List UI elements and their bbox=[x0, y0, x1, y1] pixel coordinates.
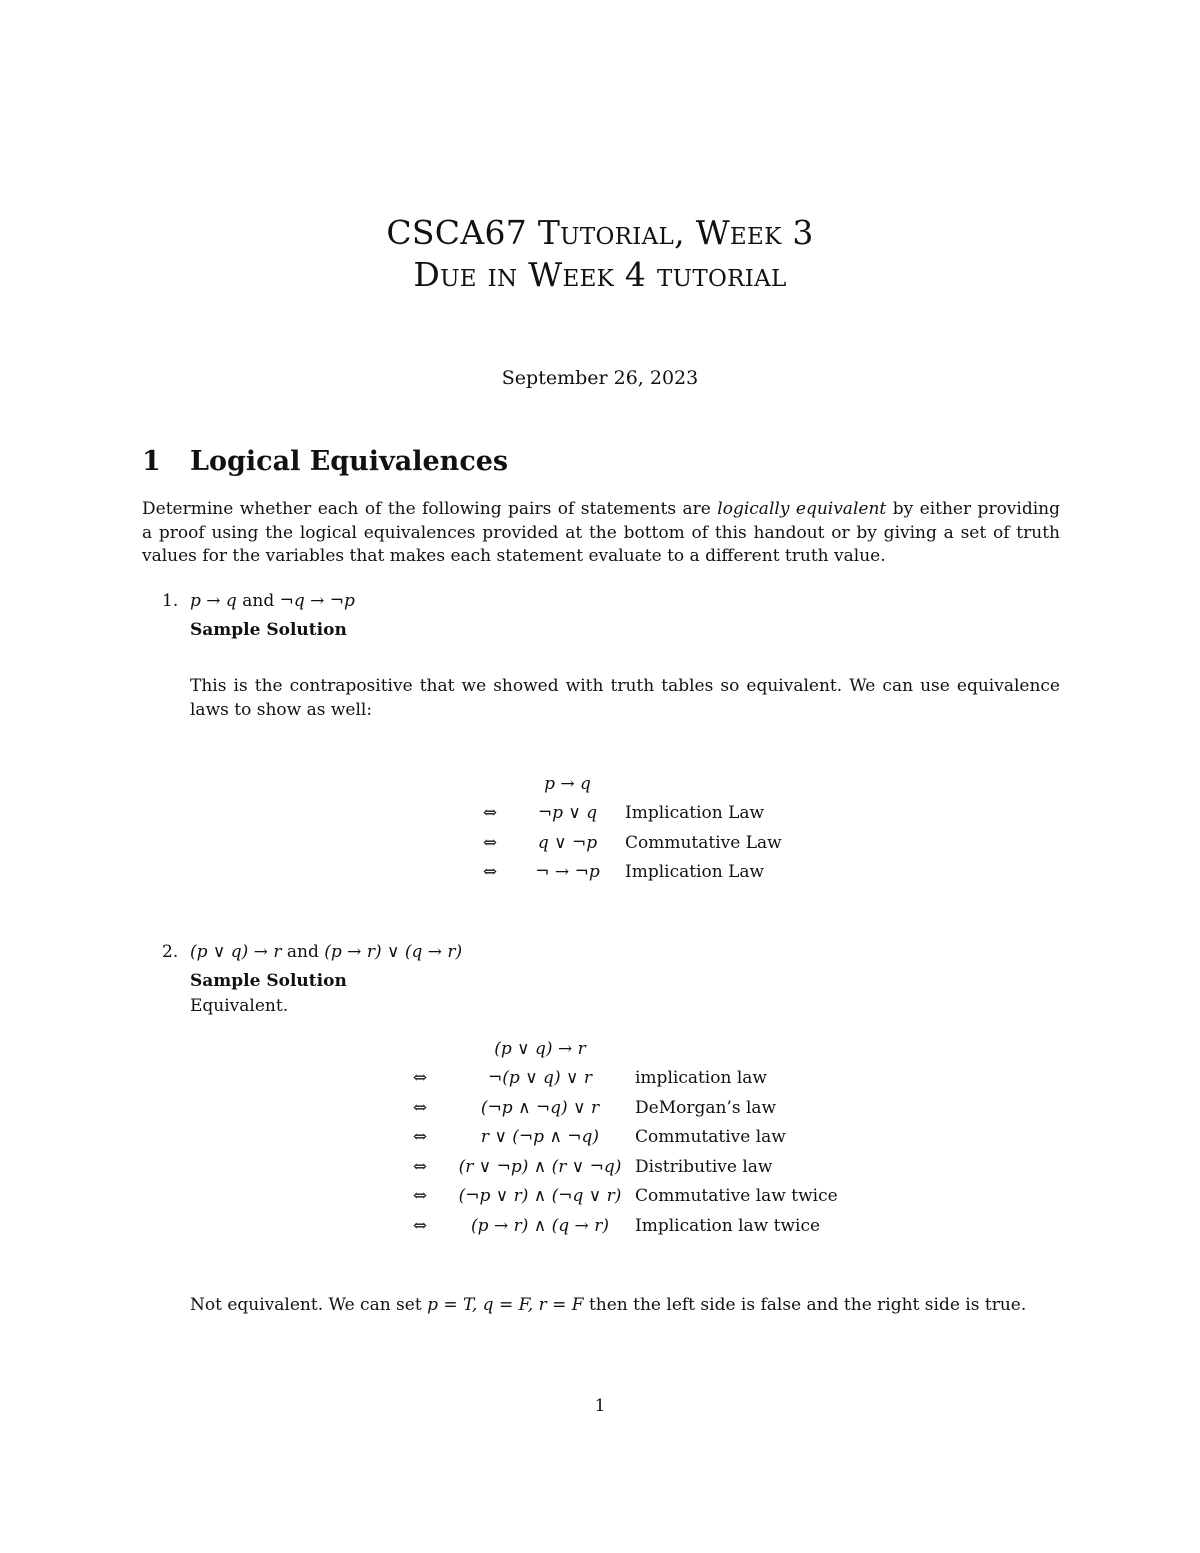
problem-1-connector: and bbox=[242, 591, 275, 611]
equiv-symbol bbox=[395, 1034, 445, 1064]
law-name bbox=[635, 1034, 838, 1064]
problem-2-left: (p ∨ q) → r bbox=[190, 942, 282, 962]
section-heading bbox=[142, 446, 508, 477]
derivation-row bbox=[395, 1064, 838, 1094]
problem-1-derivation bbox=[470, 769, 782, 887]
problem-2-verdict: Equivalent. bbox=[190, 996, 289, 1016]
counterexample-assignment: p = T, q = F, r = F bbox=[427, 1295, 584, 1315]
problem-1-right: ¬q → ¬p bbox=[279, 591, 355, 611]
derivation-expression: r ∨ (¬p ∧ ¬q) bbox=[480, 1127, 600, 1148]
derivation-row bbox=[395, 1123, 838, 1153]
law-name: implication law bbox=[635, 1068, 767, 1089]
derivation-expression: (p → r) ∧ (q → r) bbox=[471, 1215, 609, 1236]
derivation-row bbox=[395, 1093, 838, 1123]
law-name: Implication Law bbox=[625, 803, 765, 824]
section-number: 1 bbox=[142, 446, 161, 477]
derivation-row bbox=[395, 1034, 838, 1064]
law-name bbox=[625, 769, 782, 799]
derivation-row bbox=[470, 858, 782, 888]
equiv-symbol bbox=[470, 769, 510, 799]
law-name: Implication law twice bbox=[635, 1215, 821, 1236]
equiv-symbol: ⇔ bbox=[412, 1127, 428, 1148]
date: September 26, 2023 bbox=[501, 367, 699, 389]
equiv-symbol: ⇔ bbox=[412, 1068, 428, 1089]
title-line-1: CSCA67 Tutorial, Week 3 bbox=[386, 213, 814, 252]
problem-1-number: 1. bbox=[162, 591, 179, 611]
derivation-expression: ¬p ∨ q bbox=[537, 803, 598, 824]
derivation-row bbox=[395, 1211, 838, 1241]
equiv-symbol: ⇔ bbox=[412, 1097, 428, 1118]
equiv-symbol: ⇔ bbox=[482, 832, 498, 853]
problem-2-right: (p → r) ∨ (q → r) bbox=[324, 942, 463, 962]
derivation-row bbox=[395, 1182, 838, 1212]
equiv-symbol: ⇔ bbox=[412, 1156, 428, 1177]
intro-text-after: by either providing a proof using the logical equivalences provided at the bottom of this handout or by giving a set of truth values for the variables that makes each statement evaluate to a different truth value. bbox=[142, 499, 1060, 566]
problem-1-solution-label: Sample Solution bbox=[190, 620, 347, 640]
counterexample-paragraph bbox=[190, 1294, 1026, 1318]
problem-1-statement bbox=[162, 589, 355, 613]
section-title: Logical Equivalences bbox=[190, 446, 509, 477]
derivation-row bbox=[470, 828, 782, 858]
equiv-symbol: ⇔ bbox=[412, 1186, 428, 1207]
intro-emphasis: logically equivalent bbox=[717, 499, 887, 519]
problem-2-statement bbox=[162, 940, 462, 964]
law-name: Distributive law bbox=[635, 1156, 773, 1177]
equiv-symbol: ⇔ bbox=[412, 1215, 428, 1236]
derivation-expression: (r ∨ ¬p) ∧ (r ∨ ¬q) bbox=[458, 1156, 622, 1177]
derivation-expression: p → q bbox=[544, 773, 591, 794]
law-name: Commutative Law bbox=[625, 832, 782, 853]
problem-2-derivation bbox=[395, 1034, 838, 1241]
problem-2-solution-label: Sample Solution bbox=[190, 971, 347, 991]
title-block bbox=[0, 212, 1200, 296]
derivation-row bbox=[470, 799, 782, 829]
law-name: Commutative law bbox=[635, 1127, 786, 1148]
equiv-symbol: ⇔ bbox=[482, 803, 498, 824]
derivation-expression: q ∨ ¬p bbox=[537, 832, 598, 853]
derivation-expression: (¬p ∨ r) ∧ (¬q ∨ r) bbox=[458, 1186, 622, 1207]
law-name: DeMorgan’s law bbox=[635, 1097, 777, 1118]
problem-1-explanation: This is the contrapositive that we showed with truth tables so equivalent. We can use equivalence laws to show as well: bbox=[190, 676, 1060, 720]
problem-1-left: p → q bbox=[190, 591, 237, 611]
problem-2-number: 2. bbox=[162, 942, 179, 962]
intro-text-before: Determine whether each of the following pairs of statements are bbox=[142, 499, 718, 519]
derivation-row bbox=[395, 1152, 838, 1182]
title-line-2: Due in Week 4 tutorial bbox=[413, 255, 787, 294]
derivation-expression: (¬p ∧ ¬q) ∨ r bbox=[480, 1097, 600, 1118]
derivation-expression: ¬ → ¬p bbox=[535, 862, 600, 883]
counterexample-before: Not equivalent. We can set bbox=[190, 1295, 428, 1315]
law-name: Commutative law twice bbox=[635, 1186, 838, 1207]
equiv-symbol: ⇔ bbox=[482, 862, 498, 883]
derivation-expression: (p ∨ q) → r bbox=[494, 1038, 586, 1059]
counterexample-after: then the left side is false and the right side is true. bbox=[583, 1295, 1027, 1315]
derivation-expression: ¬(p ∨ q) ∨ r bbox=[488, 1068, 592, 1089]
page-number: 1 bbox=[594, 1396, 606, 1416]
intro-paragraph bbox=[142, 498, 1060, 569]
problem-2-connector: and bbox=[286, 942, 319, 962]
derivation-row bbox=[470, 769, 782, 799]
law-name: Implication Law bbox=[625, 862, 765, 883]
